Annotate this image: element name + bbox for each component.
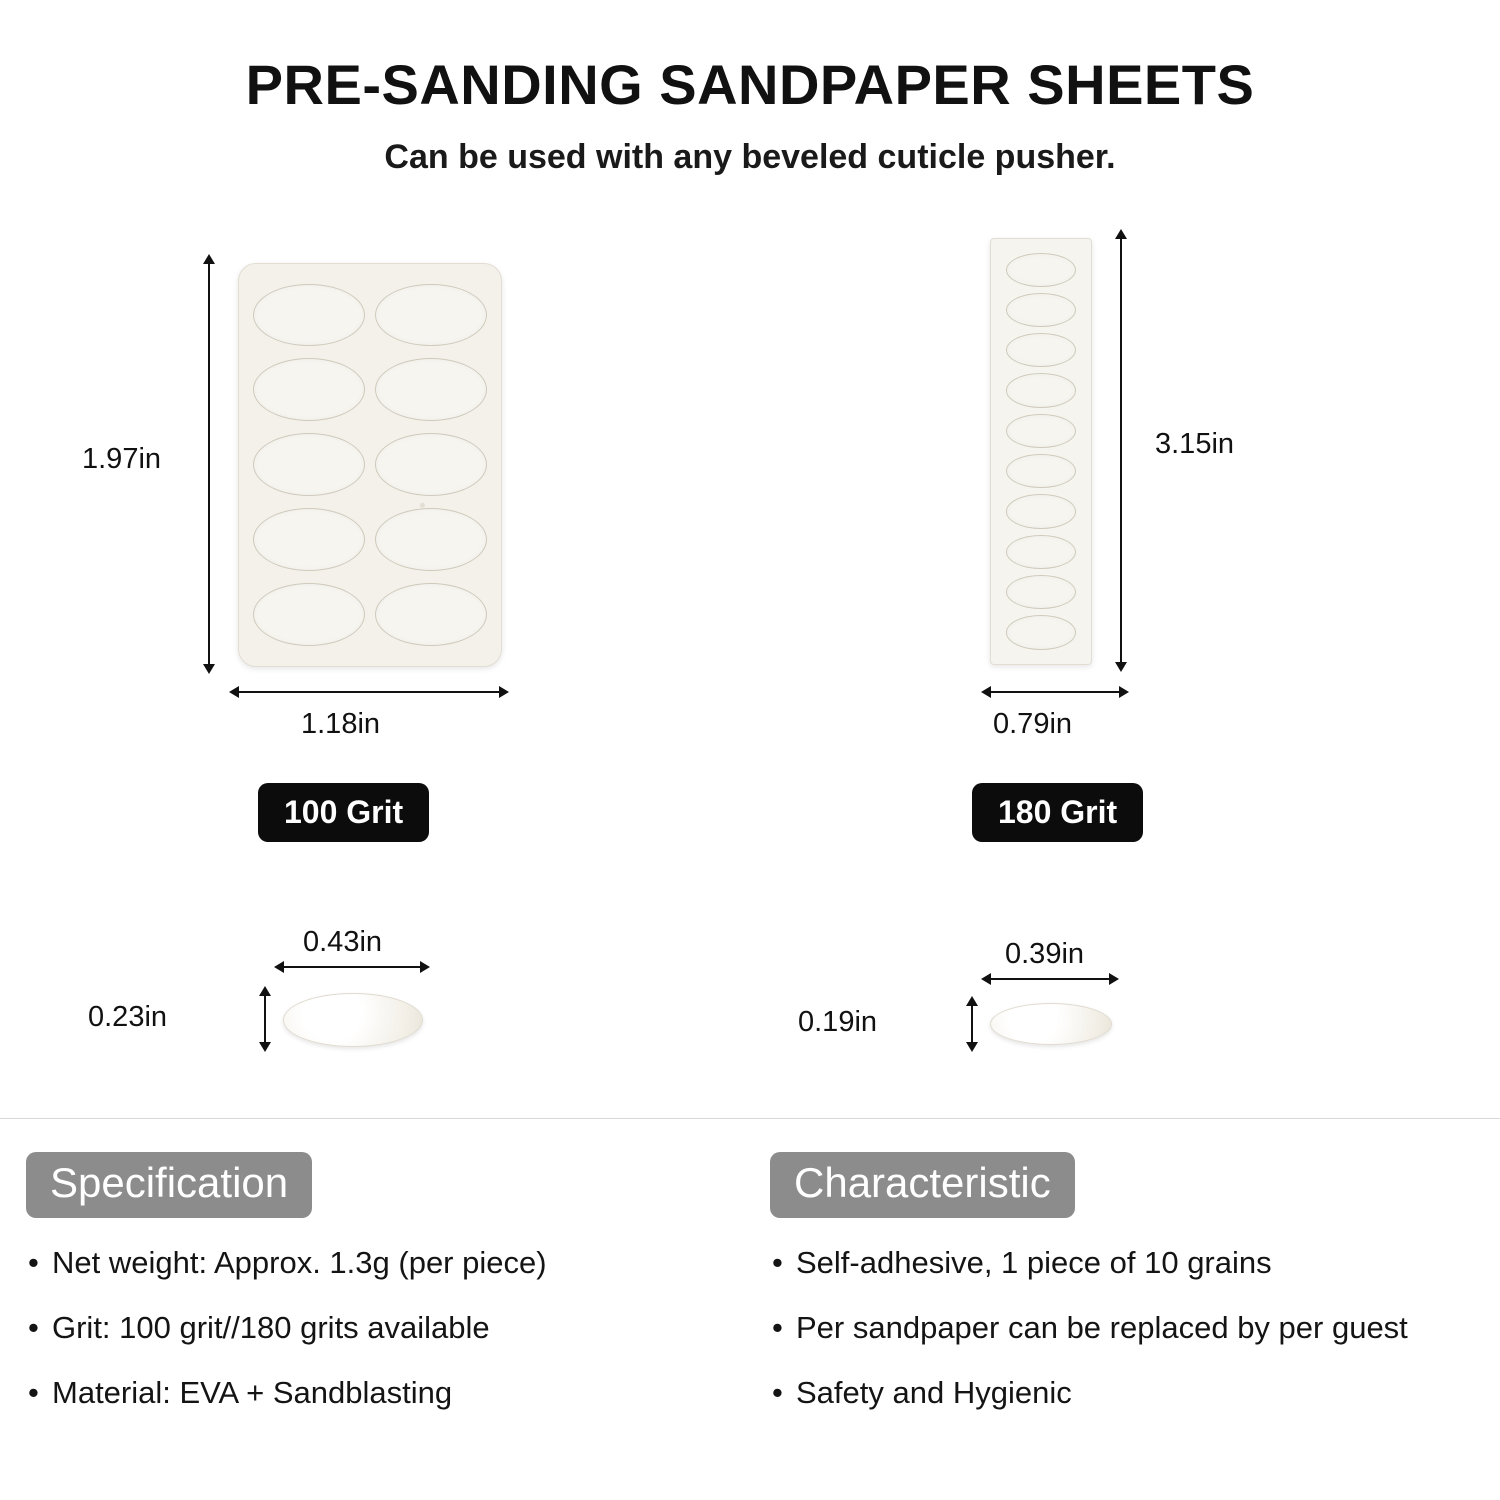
oval-pad — [375, 508, 487, 571]
width-dimension-label-180: 0.79in — [993, 707, 1073, 740]
oval-pad — [375, 358, 487, 421]
oval-pad — [1006, 293, 1076, 327]
sandpaper-sheet-100 — [238, 263, 502, 667]
sample-oval-180 — [990, 1003, 1112, 1045]
characteristic-list — [770, 1244, 1500, 1412]
oval-grid-100 — [253, 284, 487, 646]
page-title: PRE-SANDING SANDPAPER SHEETS — [245, 53, 1255, 116]
width-dimension-line-180 — [990, 691, 1120, 693]
oval-pad — [253, 508, 365, 571]
grit-badge-180: 180 Grit — [972, 783, 1143, 842]
oval-pad — [1006, 575, 1076, 609]
characteristic-heading: Characteristic — [770, 1152, 1075, 1218]
oval-pad — [1006, 454, 1076, 488]
sample-height-line-100 — [264, 995, 266, 1043]
oval-pad — [1006, 494, 1076, 528]
oval-pad — [1006, 535, 1076, 569]
width-dimension-line-100 — [238, 691, 500, 693]
oval-pad — [1006, 414, 1076, 448]
section-divider — [0, 1118, 1500, 1119]
oval-pad — [1006, 253, 1076, 287]
specification-column — [0, 1152, 750, 1438]
height-dimension-line-180 — [1120, 238, 1122, 663]
height-dimension-label-180: 3.15in — [1155, 427, 1235, 460]
sample-width-label-100: 0.43in — [303, 925, 383, 958]
list-item: • Grit: 100 grit//180 grits available — [26, 1309, 750, 1348]
oval-pad — [253, 433, 365, 496]
specification-list — [26, 1244, 750, 1412]
oval-pad — [1006, 333, 1076, 367]
oval-pad — [253, 284, 365, 347]
specification-heading: Specification — [26, 1152, 312, 1218]
oval-grid-180 — [1006, 253, 1076, 650]
sample-height-label-100: 0.23in — [88, 1000, 168, 1033]
page-subtitle: Can be used with any beveled cuticle pusher. — [384, 137, 1116, 176]
sample-width-line-100 — [283, 966, 421, 968]
sample-width-line-180 — [990, 978, 1110, 980]
sample-width-label-180: 0.39in — [1005, 937, 1085, 970]
height-dimension-line-100 — [208, 263, 210, 665]
product-diagram-area — [0, 238, 1500, 1048]
height-dimension-label-100: 1.97in — [82, 442, 162, 475]
list-item: • Material: EVA + Sandblasting — [26, 1374, 750, 1413]
oval-pad — [1006, 615, 1076, 649]
oval-pad — [1006, 373, 1076, 407]
oval-pad — [375, 433, 487, 496]
info-section — [0, 1152, 1500, 1438]
oval-pad — [253, 358, 365, 421]
list-item: • Net weight: Approx. 1.3g (per piece) — [26, 1244, 750, 1283]
width-dimension-label-100: 1.18in — [301, 707, 381, 740]
sample-height-label-180: 0.19in — [798, 1005, 878, 1038]
list-item: • Safety and Hygienic — [770, 1374, 1500, 1413]
list-item: • Per sandpaper can be replaced by per guest — [770, 1309, 1500, 1348]
oval-pad — [253, 583, 365, 646]
oval-pad — [375, 583, 487, 646]
sample-height-line-180 — [971, 1005, 973, 1043]
header — [0, 0, 1500, 178]
sample-oval-100 — [283, 993, 423, 1047]
grit-badge-100: 100 Grit — [258, 783, 429, 842]
sandpaper-sheet-180 — [990, 238, 1092, 665]
characteristic-column — [750, 1152, 1500, 1438]
oval-pad — [375, 284, 487, 347]
list-item: • Self-adhesive, 1 piece of 10 grains — [770, 1244, 1500, 1283]
